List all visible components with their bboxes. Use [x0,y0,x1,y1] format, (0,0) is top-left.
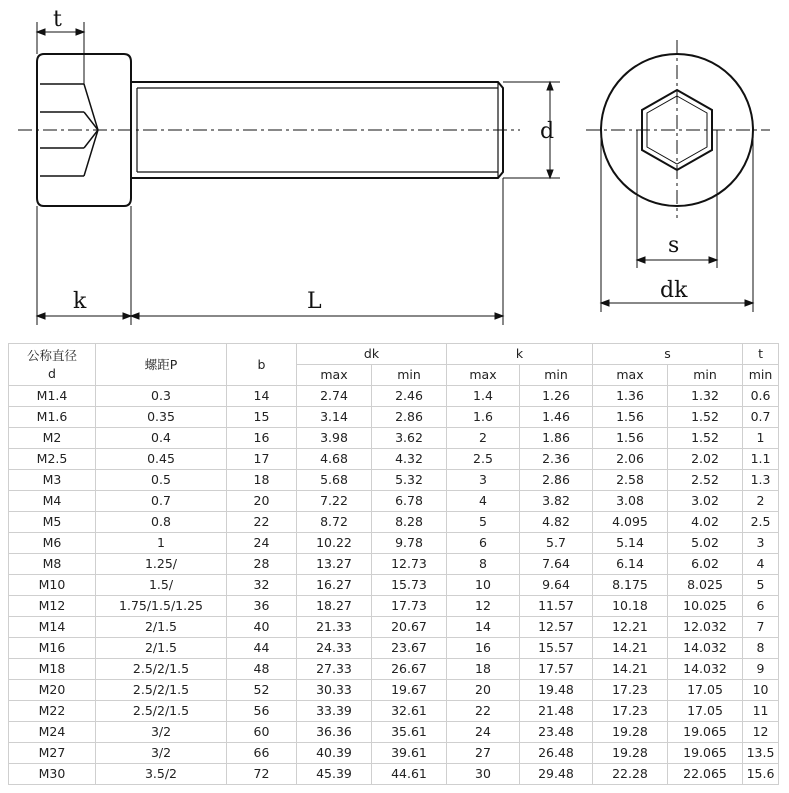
cell-s-max: 1.56 [593,428,668,449]
cell-b: 48 [227,659,297,680]
cell-k-min: 12.57 [520,617,593,638]
cell-s-max: 22.28 [593,764,668,785]
cell-dk-max: 30.33 [297,680,372,701]
cell-dk-min: 20.67 [372,617,447,638]
cell-dk-max: 13.27 [297,554,372,575]
cell-dk-min: 35.61 [372,722,447,743]
cell-s-min: 19.065 [668,722,743,743]
header-pitch: 螺距P [96,344,227,386]
cell-dk-max: 36.36 [297,722,372,743]
cell-k-min: 29.48 [520,764,593,785]
cell-dk-min: 19.67 [372,680,447,701]
cell-b: 22 [227,512,297,533]
cell-s-min: 2.02 [668,449,743,470]
cell-s-max: 1.56 [593,407,668,428]
header-diameter-d: d [48,365,56,381]
cell-k-max: 24 [447,722,520,743]
cell-t-min: 15.6 [743,764,779,785]
cell-s-max: 2.06 [593,449,668,470]
header-t: t [743,344,779,365]
cell-dk-max: 3.14 [297,407,372,428]
cell-s-max: 6.14 [593,554,668,575]
header-k-max: max [447,365,520,386]
cell-b: 60 [227,722,297,743]
cell-t-min: 1 [743,428,779,449]
cell-dk-min: 4.32 [372,449,447,470]
label-s: s [668,233,680,258]
cell-k-min: 21.48 [520,701,593,722]
cell-k-min: 4.82 [520,512,593,533]
cell-k-max: 5 [447,512,520,533]
k-L-dimension [37,178,503,325]
cell-s-min: 14.032 [668,659,743,680]
cell-dk-min: 15.73 [372,575,447,596]
cell-pitch: 1.25/ [96,554,227,575]
cell-b: 16 [227,428,297,449]
cell-b: 15 [227,407,297,428]
cell-dk-min: 2.86 [372,407,447,428]
cell-t-min: 0.6 [743,386,779,407]
cell-size: M10 [9,575,96,596]
cell-s-max: 8.175 [593,575,668,596]
cell-pitch: 1.5/ [96,575,227,596]
cell-pitch: 1 [96,533,227,554]
cell-s-max: 10.18 [593,596,668,617]
header-dk: dk [297,344,447,365]
cell-k-min: 26.48 [520,743,593,764]
cell-size: M30 [9,764,96,785]
cell-pitch: 0.35 [96,407,227,428]
cell-b: 20 [227,491,297,512]
cell-k-max: 1.4 [447,386,520,407]
cell-pitch: 0.8 [96,512,227,533]
cell-dk-max: 2.74 [297,386,372,407]
cell-size: M18 [9,659,96,680]
table-row [9,533,779,554]
cell-k-max: 3 [447,470,520,491]
table-row [9,743,779,764]
cell-pitch: 0.5 [96,470,227,491]
cell-t-min: 1.3 [743,470,779,491]
cell-dk-min: 44.61 [372,764,447,785]
cell-dk-max: 10.22 [297,533,372,554]
cell-s-min: 19.065 [668,743,743,764]
cell-dk-max: 5.68 [297,470,372,491]
cell-b: 28 [227,554,297,575]
cell-k-min: 11.57 [520,596,593,617]
spec-table-body [9,386,779,785]
header-b: b [227,344,297,386]
cell-dk-max: 7.22 [297,491,372,512]
table-row [9,491,779,512]
cell-size: M12 [9,596,96,617]
cell-k-max: 10 [447,575,520,596]
cell-dk-min: 26.67 [372,659,447,680]
cell-size: M27 [9,743,96,764]
label-k: k [73,289,87,314]
cell-size: M2 [9,428,96,449]
cell-t-min: 8 [743,638,779,659]
cell-b: 17 [227,449,297,470]
cell-s-min: 5.02 [668,533,743,554]
cell-k-max: 2.5 [447,449,520,470]
table-row [9,554,779,575]
cell-size: M3 [9,470,96,491]
header-dk-min: min [372,365,447,386]
cell-k-min: 1.86 [520,428,593,449]
cell-dk-max: 40.39 [297,743,372,764]
table-row [9,449,779,470]
table-row [9,596,779,617]
cell-s-max: 17.23 [593,680,668,701]
table-row [9,680,779,701]
cell-b: 44 [227,638,297,659]
cell-b: 56 [227,701,297,722]
cell-b: 14 [227,386,297,407]
cell-size: M5 [9,512,96,533]
cell-t-min: 1.1 [743,449,779,470]
table-row [9,617,779,638]
cell-s-max: 4.095 [593,512,668,533]
label-L: L [307,289,322,314]
header-s-min: min [668,365,743,386]
cell-pitch: 2/1.5 [96,638,227,659]
cell-k-max: 20 [447,680,520,701]
cell-b: 66 [227,743,297,764]
cell-dk-max: 21.33 [297,617,372,638]
header-dk-max: max [297,365,372,386]
cell-size: M4 [9,491,96,512]
header-t-min: min [743,365,779,386]
cell-dk-min: 3.62 [372,428,447,449]
cell-k-min: 15.57 [520,638,593,659]
cell-b: 72 [227,764,297,785]
cell-dk-min: 6.78 [372,491,447,512]
cell-s-min: 8.025 [668,575,743,596]
cell-k-min: 3.82 [520,491,593,512]
cell-pitch: 3/2 [96,743,227,764]
cell-size: M1.6 [9,407,96,428]
cell-k-max: 22 [447,701,520,722]
cell-s-min: 4.02 [668,512,743,533]
cell-dk-min: 9.78 [372,533,447,554]
cell-dk-max: 4.68 [297,449,372,470]
cell-k-max: 6 [447,533,520,554]
cell-size: M24 [9,722,96,743]
table-row [9,722,779,743]
cell-pitch: 0.4 [96,428,227,449]
cell-size: M16 [9,638,96,659]
cell-s-min: 22.065 [668,764,743,785]
header-s: s [593,344,743,365]
cell-size: M8 [9,554,96,575]
label-dk: dk [660,278,688,303]
cell-k-max: 16 [447,638,520,659]
cell-dk-min: 23.67 [372,638,447,659]
cell-k-min: 2.86 [520,470,593,491]
cell-s-min: 3.02 [668,491,743,512]
cell-s-min: 14.032 [668,638,743,659]
table-row [9,638,779,659]
cell-dk-min: 8.28 [372,512,447,533]
cell-t-min: 9 [743,659,779,680]
cell-k-max: 12 [447,596,520,617]
cell-t-min: 0.7 [743,407,779,428]
cell-size: M14 [9,617,96,638]
cell-k-min: 1.26 [520,386,593,407]
cell-dk-max: 16.27 [297,575,372,596]
cell-pitch: 0.45 [96,449,227,470]
cell-s-max: 5.14 [593,533,668,554]
cell-pitch: 2.5/2/1.5 [96,701,227,722]
cell-t-min: 4 [743,554,779,575]
cell-k-max: 8 [447,554,520,575]
cell-pitch: 2.5/2/1.5 [96,659,227,680]
cell-dk-max: 27.33 [297,659,372,680]
cell-s-max: 19.28 [593,743,668,764]
cell-dk-min: 12.73 [372,554,447,575]
cell-k-max: 30 [447,764,520,785]
table-row [9,575,779,596]
cell-size: M2.5 [9,449,96,470]
cell-s-min: 12.032 [668,617,743,638]
cell-t-min: 12 [743,722,779,743]
cell-t-min: 11 [743,701,779,722]
cell-k-max: 1.6 [447,407,520,428]
cell-pitch: 3/2 [96,722,227,743]
cell-t-min: 6 [743,596,779,617]
cell-k-min: 1.46 [520,407,593,428]
cell-t-min: 2 [743,491,779,512]
cell-size: M22 [9,701,96,722]
cell-dk-min: 39.61 [372,743,447,764]
header-k-min: min [520,365,593,386]
cell-k-max: 2 [447,428,520,449]
cell-s-max: 12.21 [593,617,668,638]
cell-s-min: 1.52 [668,407,743,428]
cell-size: M6 [9,533,96,554]
cell-dk-min: 5.32 [372,470,447,491]
cell-pitch: 1.75/1.5/1.25 [96,596,227,617]
cell-pitch: 0.3 [96,386,227,407]
table-row [9,428,779,449]
cell-s-min: 6.02 [668,554,743,575]
cell-k-min: 5.7 [520,533,593,554]
cell-dk-max: 24.33 [297,638,372,659]
cell-dk-max: 45.39 [297,764,372,785]
screw-spec-table [8,343,779,785]
cell-s-min: 17.05 [668,680,743,701]
cell-b: 40 [227,617,297,638]
cell-k-max: 18 [447,659,520,680]
cell-t-min: 7 [743,617,779,638]
cell-pitch: 0.7 [96,491,227,512]
cell-s-min: 1.32 [668,386,743,407]
cell-pitch: 2.5/2/1.5 [96,680,227,701]
cell-dk-max: 33.39 [297,701,372,722]
cell-s-min: 10.025 [668,596,743,617]
cell-t-min: 10 [743,680,779,701]
table-row [9,386,779,407]
cell-s-min: 2.52 [668,470,743,491]
cell-k-min: 2.36 [520,449,593,470]
table-row [9,512,779,533]
label-t: t [53,7,62,32]
cell-s-max: 2.58 [593,470,668,491]
cell-k-max: 4 [447,491,520,512]
cell-t-min: 2.5 [743,512,779,533]
header-k: k [447,344,593,365]
cell-k-min: 23.48 [520,722,593,743]
cell-t-min: 5 [743,575,779,596]
cell-dk-min: 2.46 [372,386,447,407]
cell-dk-min: 17.73 [372,596,447,617]
cell-k-max: 27 [447,743,520,764]
table-row [9,764,779,785]
cell-s-max: 19.28 [593,722,668,743]
cell-s-max: 3.08 [593,491,668,512]
cell-s-min: 17.05 [668,701,743,722]
cell-dk-min: 32.61 [372,701,447,722]
screw-technical-drawing [0,0,789,335]
cell-k-min: 7.64 [520,554,593,575]
cell-dk-max: 3.98 [297,428,372,449]
table-row [9,470,779,491]
header-row-1 [9,344,779,365]
table-row [9,701,779,722]
table-row [9,659,779,680]
cell-size: M20 [9,680,96,701]
cell-size: M1.4 [9,386,96,407]
label-d: d [540,119,555,144]
cell-k-min: 19.48 [520,680,593,701]
cell-s-max: 1.36 [593,386,668,407]
cell-s-max: 14.21 [593,638,668,659]
cell-b: 32 [227,575,297,596]
cell-k-min: 9.64 [520,575,593,596]
cell-k-max: 14 [447,617,520,638]
cell-pitch: 3.5/2 [96,764,227,785]
cell-s-max: 14.21 [593,659,668,680]
cell-pitch: 2/1.5 [96,617,227,638]
cell-dk-max: 18.27 [297,596,372,617]
cell-s-max: 17.23 [593,701,668,722]
cell-t-min: 3 [743,533,779,554]
cell-s-min: 1.52 [668,428,743,449]
header-diameter [9,344,96,386]
cell-b: 18 [227,470,297,491]
cell-k-min: 17.57 [520,659,593,680]
header-s-max: max [593,365,668,386]
cell-t-min: 13.5 [743,743,779,764]
cell-dk-max: 8.72 [297,512,372,533]
table-row [9,407,779,428]
cell-b: 52 [227,680,297,701]
header-diameter-cn: 公称直径 [26,347,77,363]
cell-b: 24 [227,533,297,554]
cell-b: 36 [227,596,297,617]
